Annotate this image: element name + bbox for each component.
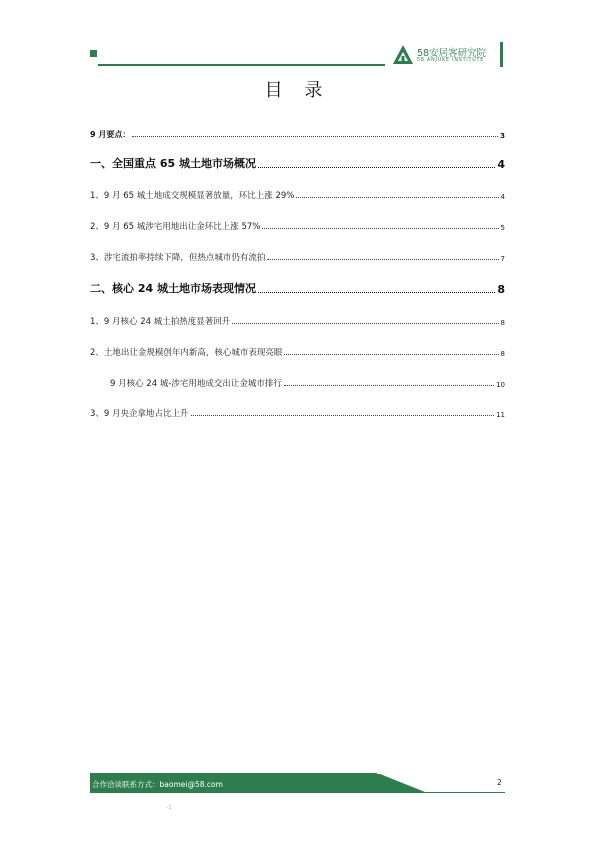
toc-entry-page: 8: [497, 283, 505, 296]
toc-entry[interactable]: [90, 126, 505, 140]
toc-entry-page: 5: [500, 224, 505, 232]
toc-entry[interactable]: [90, 313, 505, 327]
header-rule: [98, 64, 385, 66]
institute-logo: [392, 44, 498, 68]
toc-entry-page: 4: [497, 158, 505, 171]
toc-entry-title: 2、9 月 65 城涉宅用地出让金环比上涨 57%: [90, 222, 261, 232]
toc-dot-leader: [132, 136, 498, 137]
logo-english-text: 58 ANJUKE INSTITUTE: [417, 58, 485, 63]
toc-entry-page: 10: [496, 381, 505, 389]
toc-entry[interactable]: [90, 405, 505, 419]
toc-dot-leader: [296, 197, 498, 198]
page-title: 目 录: [264, 80, 331, 101]
toc-entry-title: 1、9 月核心 24 城土拍热度显著回升: [90, 317, 231, 327]
toc-entry[interactable]: [90, 344, 505, 358]
toc-entry[interactable]: [110, 375, 505, 389]
faint-scan-mark: -1: [166, 804, 172, 811]
page-number: 2: [497, 778, 502, 787]
toc-dot-leader: [262, 228, 498, 229]
toc-entry-title: 3、9 月央企拿地占比上升: [90, 409, 189, 419]
toc-entry-title: 2、土地出让金规模创年内新高，核心城市表现亮眼: [90, 348, 283, 358]
toc-entry-title: 一、全国重点 65 城土地市场概况: [90, 157, 256, 170]
toc-entry[interactable]: [90, 157, 505, 171]
toc-entry-title: 9 月要点：: [90, 130, 131, 139]
toc-entry-page: 7: [500, 255, 505, 263]
toc-dot-leader: [191, 415, 495, 416]
toc-entry-title: 9 月核心 24 城-涉宅用地成交出让金城市排行: [110, 379, 282, 389]
toc-entry-page: 4: [500, 193, 505, 201]
toc-entry-page: 8: [500, 319, 505, 327]
toc-entry-page: 8: [500, 350, 505, 358]
toc-entry[interactable]: [90, 187, 505, 201]
logo-chinese-text: 58安居客研究院: [417, 48, 487, 59]
toc-dot-leader: [232, 323, 498, 324]
header-vertical-bar: [500, 42, 503, 67]
toc-dot-leader: [258, 167, 495, 168]
toc-dot-leader: [284, 354, 498, 355]
footer-contact: 合作洽谈联系方式：baomei@58.com: [92, 780, 223, 789]
toc-dot-leader: [267, 259, 498, 260]
toc-entry[interactable]: [90, 249, 505, 263]
footer-bottom-rule: [90, 792, 505, 793]
toc-entry-title: 3、涉宅流拍率持续下降，但热点城市仍有流拍: [90, 253, 266, 263]
header-square-mark: [90, 50, 97, 57]
toc-entry-page: 11: [496, 411, 505, 419]
toc-entry-title: 1、9 月 65 城土地成交规模显著放量，环比上涨 29%: [90, 191, 295, 201]
toc-entry-title: 二、核心 24 城土地市场表现情况: [90, 282, 256, 295]
toc-entry[interactable]: [90, 218, 505, 232]
toc-entry-page: 3: [500, 132, 505, 140]
toc-entry[interactable]: [90, 282, 505, 296]
toc-dot-leader: [284, 385, 494, 386]
logo-house-icon: [392, 44, 414, 66]
toc-dot-leader: [258, 292, 495, 293]
